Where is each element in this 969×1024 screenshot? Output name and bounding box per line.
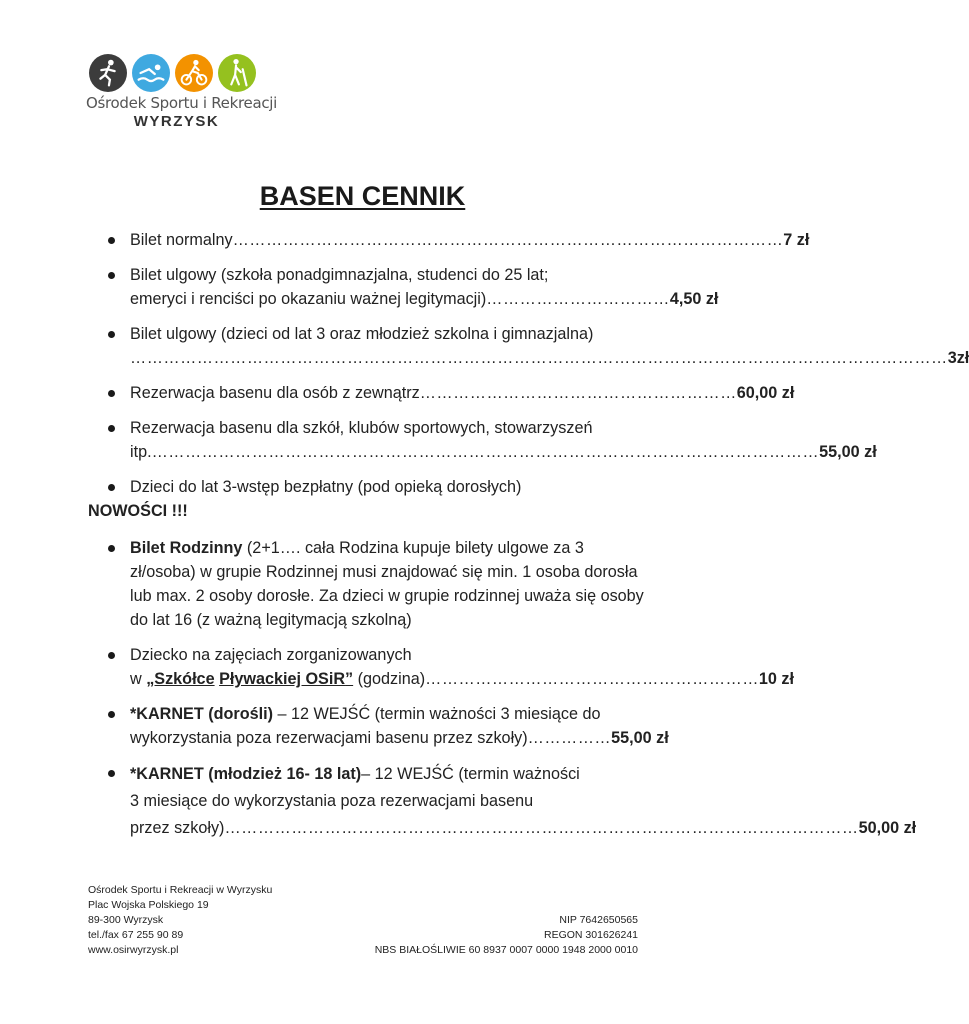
page-title: BASEN CENNIK — [259, 181, 466, 211]
item-label: Dziecko na zajęciach zorganizowanych — [130, 646, 412, 664]
dot-leader: …………… — [527, 729, 612, 747]
logo-city: WYRZYSK — [133, 113, 220, 130]
item-price: 3zł — [947, 349, 969, 367]
school-name: Pływackiej OSiR — [219, 670, 346, 688]
dot-leader: ………………………………………………… — [419, 384, 737, 402]
swimmer-icon — [132, 54, 170, 92]
dot-leader: …………………………………………………………………………………………………… — [224, 819, 859, 837]
footer-address: Plac Wojska Polskiego 19 — [88, 899, 209, 911]
item-price: 60,00 zł — [736, 384, 795, 402]
dot-leader: ………………………………………………………………………………………………………… — [151, 443, 820, 461]
item-price: 55,00 zł — [611, 729, 669, 747]
dot-leader: ……………………………………………………………………………………… — [232, 231, 784, 249]
item-label: Bilet ulgowy (dzieci od lat 3 oraz młodzież szkolna i gimnazjalna) — [130, 325, 594, 343]
item-label: (godzina) — [353, 670, 426, 688]
footer-postcode: 89-300 Wyrzysk — [88, 914, 164, 926]
hiker-icon — [218, 54, 256, 92]
footer-bank-account: NBS BIAŁOŚLIWIE 60 8937 0007 0000 1948 2000 0010 — [374, 944, 638, 956]
logo-name: Ośrodek Sportu i Rekreacji — [86, 94, 278, 112]
news-heading: NOWOŚCI !!! — [88, 502, 188, 520]
item-label: Rezerwacja basenu dla szkół, klubów sportowych, stowarzyszeń — [130, 419, 593, 437]
news-list — [88, 536, 917, 853]
osir-logo — [86, 54, 278, 140]
dot-leader: ………………………………………………………………………………………………………………………………… — [130, 349, 948, 367]
list-item — [88, 416, 877, 464]
item-label: Bilet ulgowy (szkoła ponadgimnazjalna, studenci do 25 lat; — [130, 266, 549, 284]
footer-website: www.osirwyrzysk.pl — [88, 944, 179, 956]
item-label: przez szkoły) — [130, 819, 225, 837]
quote-mark: ” — [345, 670, 354, 688]
list-item — [88, 322, 969, 370]
item-price: 7 zł — [783, 231, 810, 249]
item-price: 4,50 zł — [669, 290, 719, 308]
item-label: itp. — [130, 443, 152, 461]
list-item — [88, 643, 794, 691]
cyclist-icon — [175, 54, 213, 92]
item-label: w — [130, 670, 147, 688]
item-label: – 12 WEJŚĆ (termin ważności — [361, 765, 580, 783]
list-item — [88, 536, 648, 632]
footer-phone: tel./fax 67 255 90 89 — [88, 929, 184, 941]
list-item — [88, 263, 719, 311]
list-item — [88, 761, 917, 842]
item-label: wykorzystania poza rezerwacjami basenu przez szkoły) — [130, 729, 528, 747]
item-label: – 12 WEJŚĆ (termin ważności 3 miesiące do — [272, 705, 601, 723]
price-list — [88, 228, 969, 510]
school-name: „Szkółce — [146, 670, 215, 688]
item-price: 55,00 zł — [819, 443, 877, 461]
item-label: emeryci i renciści po okazaniu ważnej legitymacji) — [130, 290, 487, 308]
page-footer — [88, 883, 638, 958]
item-price: 50,00 zł — [858, 819, 917, 837]
item-label: Bilet normalny — [130, 231, 233, 249]
dot-leader: …………………………… — [486, 290, 670, 308]
list-item — [88, 228, 810, 252]
list-item — [88, 475, 648, 499]
dot-leader: …………………………………………………… — [425, 670, 759, 688]
family-ticket-text: (2+1…. cała Rodzina kupuje bilety ulgowe za 3 zł/osoba) w grupie Rodzinnej musi znajdować się min. 1 osoba dorosła lub max. 2 osoby dorosłe. Za dzieci w grupie rodzinnej uważa się osoby do lat 16 (z ważną legitymacją szkolną) — [130, 539, 644, 629]
family-ticket-label: Bilet Rodzinny — [130, 539, 243, 557]
list-item — [88, 702, 669, 750]
karnet-label: *KARNET (dorośli) — [130, 705, 273, 723]
item-label: 3 miesiące do wykorzystania poza rezerwacjami basenu — [130, 792, 534, 810]
list-item — [88, 381, 795, 405]
item-label: Dzieci do lat 3-wstęp bezpłatny (pod opieką dorosłych) — [130, 478, 522, 496]
footer-org-name: Ośrodek Sportu i Rekreacji w Wyrzysku — [88, 884, 273, 896]
footer-regon: REGON 301626241 — [544, 929, 638, 941]
item-price: 10 zł — [758, 670, 794, 688]
footer-nip: NIP 7642650565 — [559, 914, 638, 926]
runner-icon — [89, 54, 127, 92]
item-label: Rezerwacja basenu dla osób z zewnątrz — [130, 384, 420, 402]
karnet-label: *KARNET (młodzież 16- 18 lat) — [130, 765, 362, 783]
